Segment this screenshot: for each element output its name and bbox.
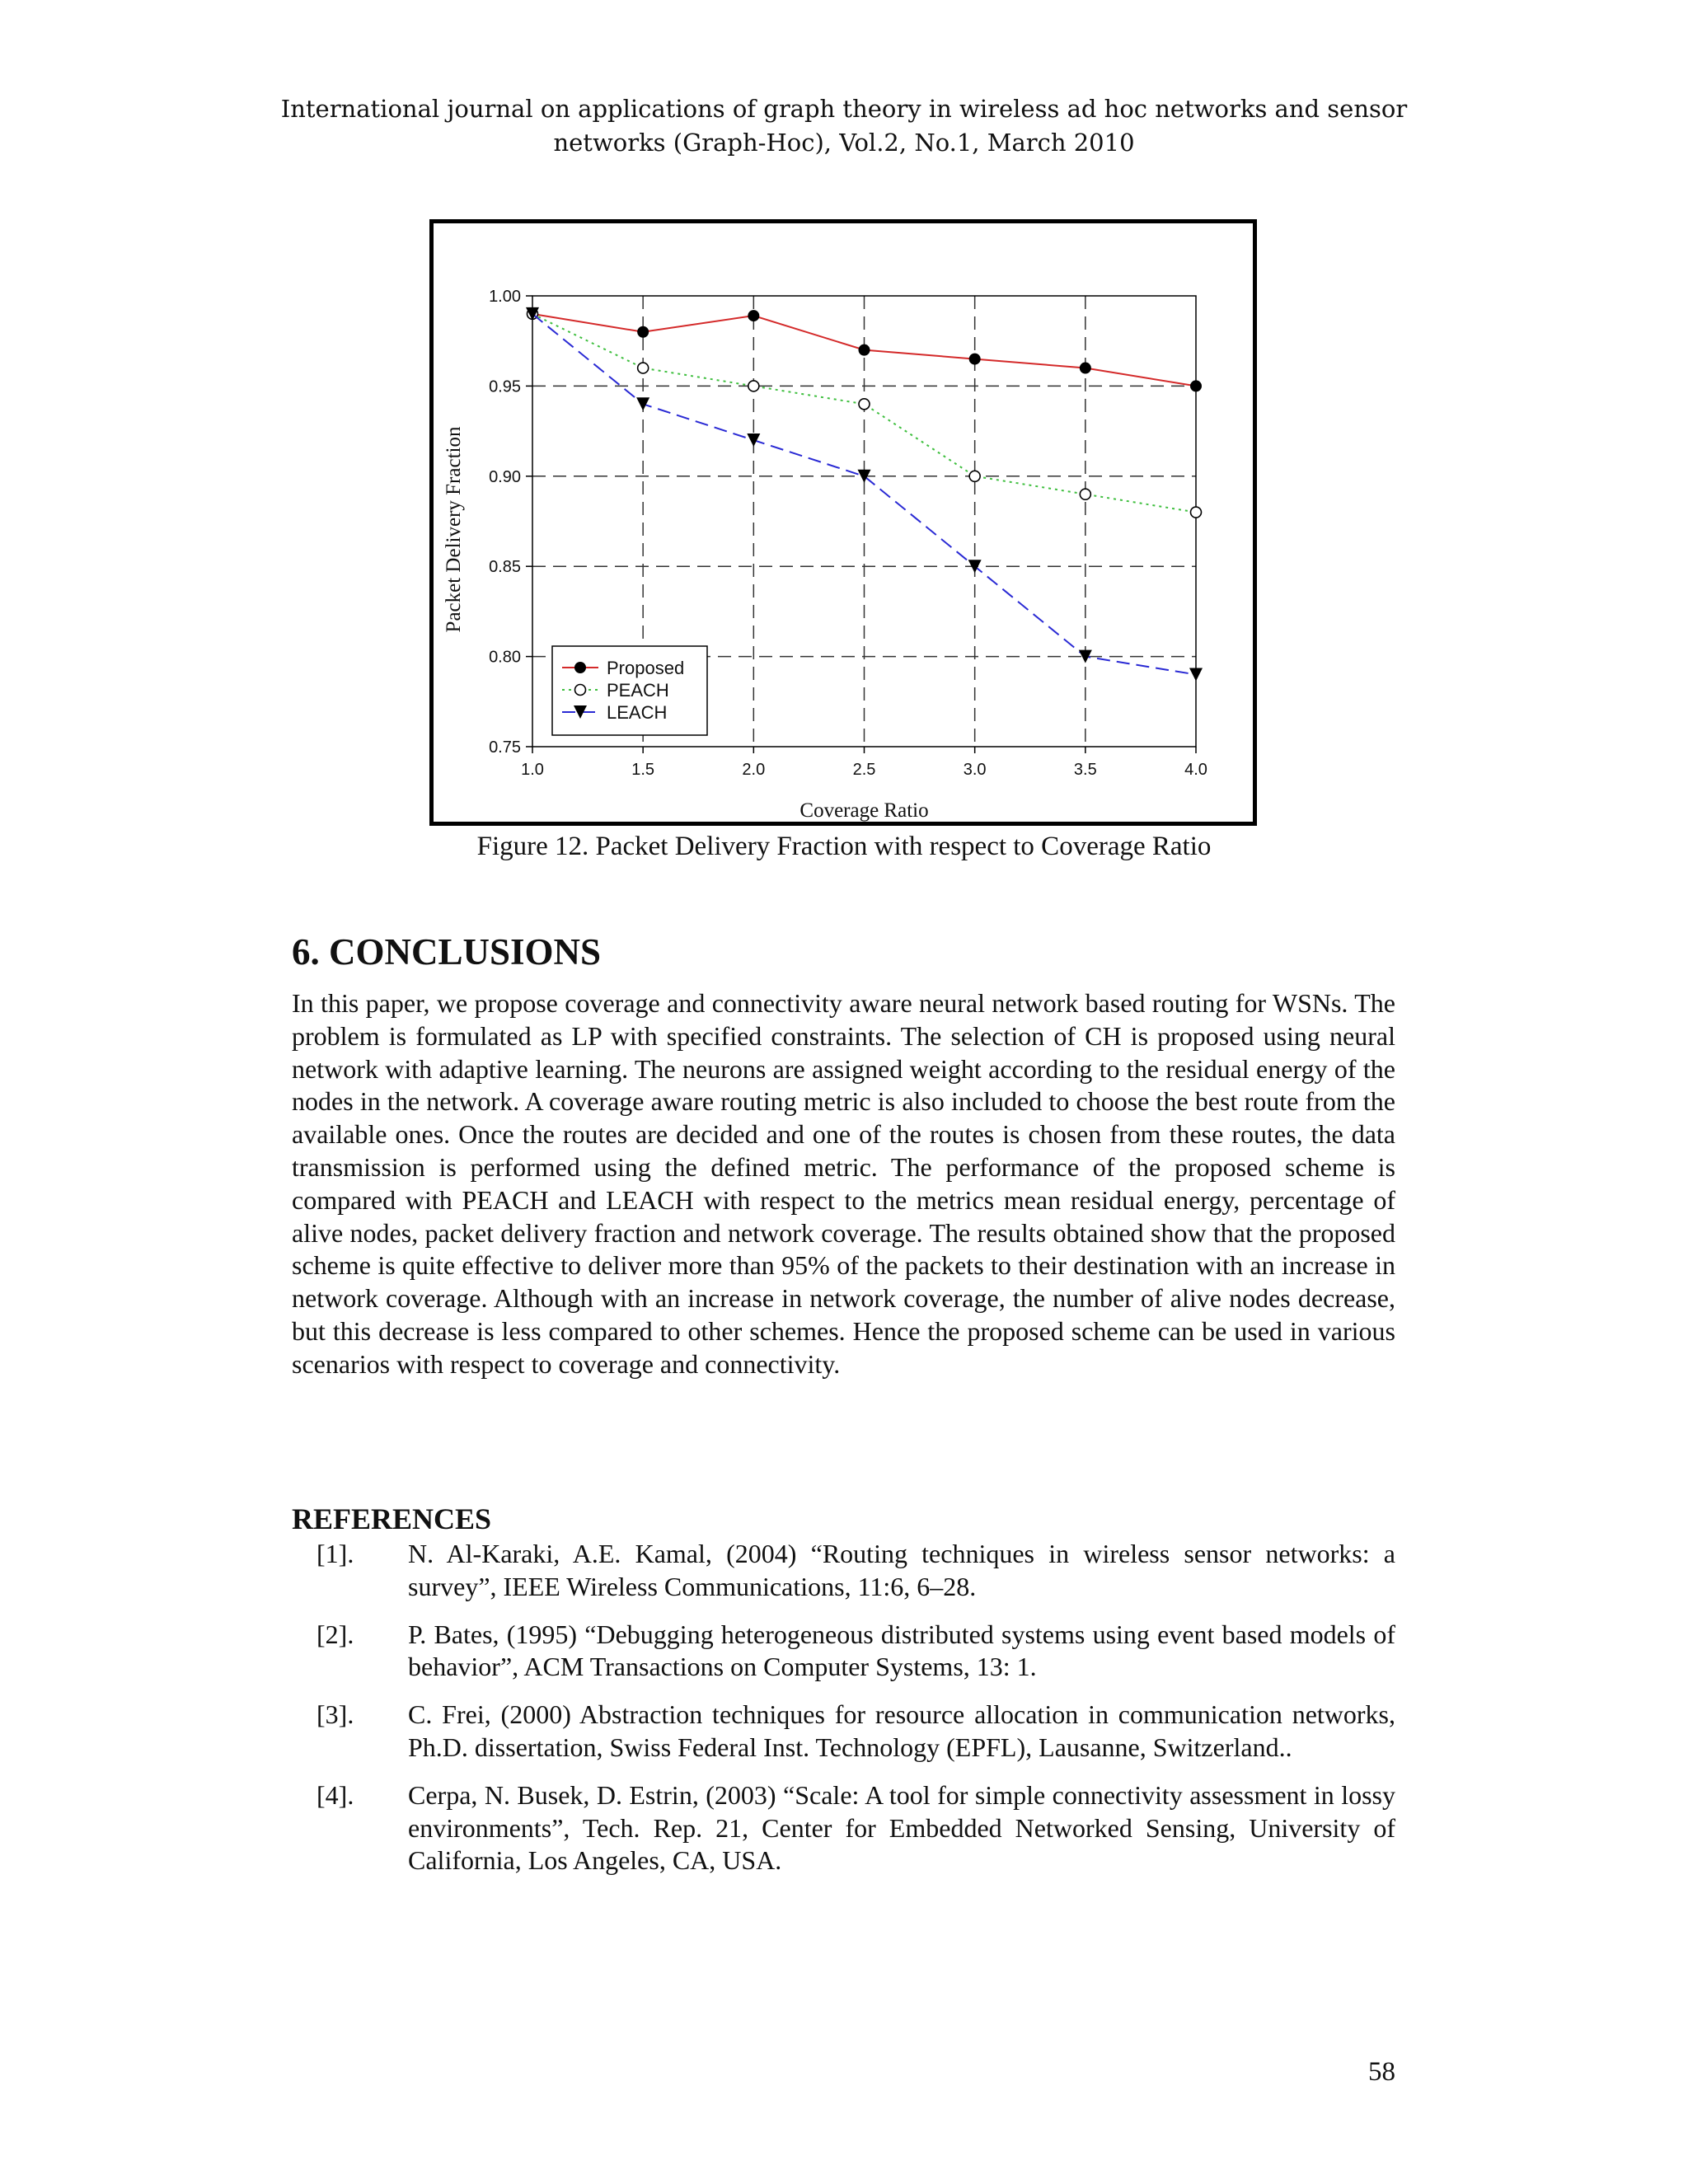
- data-point: [638, 363, 649, 373]
- reference-item: [292, 1619, 1395, 1685]
- x-tick-label: 2.5: [852, 761, 876, 779]
- x-axis-title: Coverage Ratio: [799, 799, 929, 822]
- line-chart: [434, 223, 1253, 822]
- conclusions-body: In this paper, we propose coverage and connectivity aware neural network based routing for WSNs. The problem is formulated as LP with specified constraints. The selection of CH is proposed using neural network with adaptive learning. The neurons are assigned weight according to the residual energy of the nodes in the network. A coverage aware routing metric is also included to choose the best route from the available ones. Once the routes are decided and one of the routes is chosen from these routes, the data transmission is performed using the defined metric. The performance of the proposed scheme is compared with PEACH and LEACH with respect to the metrics mean residual energy, percentage of alive nodes, packet delivery fraction and network coverage. The results obtained show that the proposed scheme is quite effective to deliver more than 95% of the packets to their destination with an increase in network coverage. Although with an increase in network coverage, the number of alive nodes decrease, but this decrease is less compared to other schemes. Hence the proposed scheme can be used in various scenarios with respect to coverage and connectivity.: [292, 988, 1395, 1379]
- x-tick-label: 2.0: [742, 761, 766, 779]
- conclusions-heading: 6. CONCLUSIONS: [292, 931, 602, 972]
- data-point: [748, 311, 759, 321]
- x-tick-label: 1.0: [521, 761, 544, 779]
- chart-legend: [552, 646, 707, 735]
- reference-text: C. Frei, (2000) Abstraction techniques for resource allocation in communication networks, Ph.D. dissertation, Swiss Federal Inst. Technology (EPFL), Lausanne, Switzerland..: [408, 1699, 1395, 1762]
- reference-number: [4].: [316, 1779, 354, 1810]
- legend-label: PEACH: [607, 680, 669, 701]
- reference-item: [292, 1699, 1395, 1765]
- figure-frame: [429, 219, 1257, 826]
- reference-text: N. Al-Karaki, A.E. Kamal, (2004) “Routing techniques in wireless sensor networks: a survey”, IEEE Wireless Communications, 11:6, 6–28.: [408, 1539, 1395, 1601]
- reference-text: Cerpa, N. Busek, D. Estrin, (2003) “Scale: A tool for simple connectivity assessment in lossy environments”, Tech. Rep. 21, Center for Embedded Networked Sensing, University of California, Los Angeles, CA, USA.: [408, 1779, 1395, 1876]
- data-point: [1080, 363, 1090, 373]
- reference-item: [292, 1538, 1395, 1604]
- reference-number: [3].: [316, 1699, 354, 1730]
- legend-marker: [575, 663, 586, 673]
- y-tick-label: 0.85: [489, 558, 521, 577]
- journal-header: [247, 92, 1441, 160]
- page-number: 58: [1368, 2057, 1395, 2087]
- x-tick-label: 4.0: [1184, 761, 1207, 779]
- data-point: [1191, 381, 1202, 391]
- y-tick-label: 0.95: [489, 377, 521, 396]
- data-point: [969, 354, 980, 364]
- figure-caption: Figure 12. Packet Delivery Fraction with respect to Coverage Ratio: [476, 832, 1212, 861]
- data-point: [638, 326, 649, 337]
- journal-header-line1: International journal on applications of graph theory in wireless ad hoc networks and sensor: [280, 95, 1408, 123]
- reference-text: P. Bates, (1995) “Debugging heterogeneous distributed systems using event based models of behavior”, ACM Transactions on Computer Systems, 13: 1.: [408, 1619, 1395, 1682]
- legend-label: LEACH: [607, 702, 668, 723]
- references-heading: REFERENCES: [292, 1502, 492, 1535]
- y-tick-label: 1.00: [489, 288, 521, 306]
- y-axis-title: Packet Delivery Fraction: [443, 426, 465, 633]
- data-point: [1191, 507, 1202, 518]
- references-list: [292, 1538, 1395, 1892]
- data-point: [1189, 668, 1203, 681]
- y-tick-label: 0.80: [489, 648, 521, 667]
- legend-marker: [575, 685, 586, 696]
- reference-item: [292, 1779, 1395, 1877]
- data-point: [859, 344, 870, 355]
- data-point: [969, 471, 980, 481]
- x-tick-label: 1.5: [631, 761, 655, 779]
- data-point: [747, 434, 760, 447]
- data-point: [748, 381, 759, 391]
- journal-header-line2: networks (Graph-Hoc), Vol.2, No.1, March 2010: [553, 129, 1135, 157]
- x-tick-label: 3.5: [1073, 761, 1097, 779]
- data-point: [636, 397, 649, 410]
- data-point: [859, 399, 870, 410]
- x-tick-label: 3.0: [963, 761, 987, 779]
- y-tick-label: 0.90: [489, 467, 521, 486]
- data-point: [1080, 489, 1090, 499]
- legend-label: Proposed: [607, 658, 685, 678]
- reference-number: [2].: [316, 1619, 354, 1649]
- y-tick-label: 0.75: [489, 738, 521, 757]
- reference-number: [1].: [316, 1539, 354, 1568]
